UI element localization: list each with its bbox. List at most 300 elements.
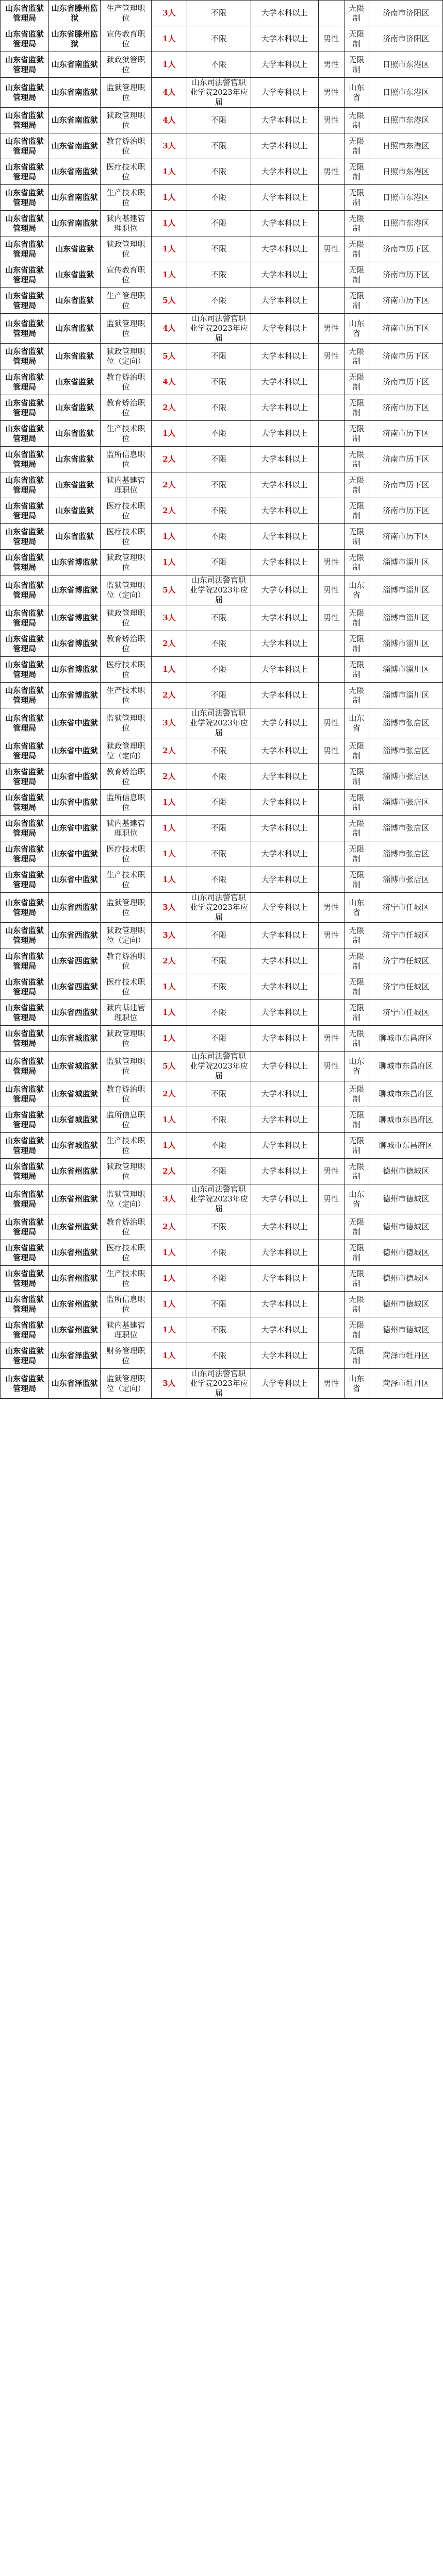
location-cell: 聊城市东昌府区 [369, 1081, 443, 1107]
headcount-cell: 1人 [151, 524, 187, 550]
unit-cell: 山东省监狱管理局 [1, 369, 49, 395]
education-cell: 大学本科以上 [251, 816, 318, 841]
gender-cell: 男性 [318, 1052, 344, 1081]
education-cell: 大学本科以上 [251, 1133, 318, 1159]
department-cell: 山东省泽监狱 [49, 1369, 101, 1399]
unit-cell: 山东省监狱管理局 [1, 133, 49, 159]
education-cell: 大学本科以上 [251, 948, 318, 974]
table-row [1, 1159, 443, 1184]
department-cell: 山东省监狱 [49, 236, 101, 262]
table-row [1, 236, 443, 262]
department-cell: 山东省南监狱 [49, 52, 101, 78]
position-cell: 教育矫治职位 [101, 764, 152, 790]
major-cell: 山东司法警官职业学院2023年应届 [187, 893, 251, 923]
department-cell: 山东省中监狱 [49, 841, 101, 867]
education-cell: 大学本科以上 [251, 841, 318, 867]
location-cell: 济宁市任城区 [369, 948, 443, 974]
gender-cell [318, 1000, 344, 1026]
unit-cell: 山东省监狱管理局 [1, 708, 49, 738]
gender-cell [318, 867, 344, 893]
department-cell: 山东省监狱 [49, 472, 101, 498]
other-requirement-cell: 无限制 [344, 133, 369, 159]
headcount-cell: 1人 [151, 1133, 187, 1159]
education-cell: 大学本科以上 [251, 657, 318, 683]
table-row [1, 867, 443, 893]
gender-cell: 男性 [318, 1369, 344, 1399]
unit-cell: 山东省监狱管理局 [1, 236, 49, 262]
gender-cell: 男性 [318, 923, 344, 948]
unit-cell: 山东省监狱管理局 [1, 1343, 49, 1369]
location-cell: 济南市历下区 [369, 498, 443, 524]
gender-cell [318, 1292, 344, 1317]
unit-cell: 山东省监狱管理局 [1, 447, 49, 472]
position-cell: 监所信息职位 [101, 1107, 152, 1133]
department-cell: 山东省西监狱 [49, 974, 101, 1000]
education-cell: 大学本科以上 [251, 26, 318, 52]
major-cell: 不限 [187, 52, 251, 78]
gender-cell: 男性 [318, 708, 344, 738]
major-cell: 山东司法警官职业学院2023年应届 [187, 575, 251, 605]
gender-cell [318, 133, 344, 159]
location-cell: 济南市历下区 [369, 236, 443, 262]
education-cell: 大学专科以上 [251, 1369, 318, 1399]
major-cell: 不限 [187, 1107, 251, 1133]
headcount-cell: 1人 [151, 841, 187, 867]
department-cell: 山东省泽监狱 [49, 1343, 101, 1369]
gender-cell [318, 262, 344, 288]
headcount-cell: 1人 [151, 1266, 187, 1292]
department-cell: 山东省州监狱 [49, 1214, 101, 1240]
department-cell: 山东省博监狱 [49, 575, 101, 605]
major-cell: 不限 [187, 764, 251, 790]
department-cell: 山东省博监狱 [49, 631, 101, 657]
unit-cell: 山东省监狱管理局 [1, 923, 49, 948]
table-row [1, 108, 443, 133]
location-cell: 淄博市张店区 [369, 738, 443, 764]
table-row [1, 1317, 443, 1343]
table-row [1, 26, 443, 52]
gender-cell: 男性 [318, 26, 344, 52]
education-cell: 大学本科以上 [251, 1214, 318, 1240]
unit-cell: 山东省监狱管理局 [1, 1369, 49, 1399]
gender-cell [318, 1266, 344, 1292]
gender-cell [318, 764, 344, 790]
headcount-cell: 1人 [151, 1107, 187, 1133]
position-cell: 监所信息职位 [101, 790, 152, 816]
unit-cell: 山东省监狱管理局 [1, 1292, 49, 1317]
education-cell: 大学专科以上 [251, 314, 318, 344]
other-requirement-cell: 无限制 [344, 472, 369, 498]
unit-cell: 山东省监狱管理局 [1, 472, 49, 498]
education-cell: 大学专科以上 [251, 893, 318, 923]
education-cell: 大学本科以上 [251, 550, 318, 575]
table-row [1, 133, 443, 159]
position-cell: 狱政狱管职位 [101, 52, 152, 78]
other-requirement-cell: 无限制 [344, 498, 369, 524]
major-cell: 不限 [187, 948, 251, 974]
headcount-cell: 1人 [151, 421, 187, 447]
unit-cell: 山东省监狱管理局 [1, 657, 49, 683]
unit-cell: 山东省监狱管理局 [1, 1081, 49, 1107]
table-row [1, 1107, 443, 1133]
location-cell: 济南市历下区 [369, 421, 443, 447]
education-cell: 大学本科以上 [251, 262, 318, 288]
other-requirement-cell: 无限制 [344, 790, 369, 816]
department-cell: 山东省中监狱 [49, 738, 101, 764]
headcount-cell: 2人 [151, 948, 187, 974]
unit-cell: 山东省监狱管理局 [1, 974, 49, 1000]
education-cell: 大学本科以上 [251, 738, 318, 764]
gender-cell [318, 395, 344, 421]
unit-cell: 山东省监狱管理局 [1, 421, 49, 447]
position-cell: 监狱管理职位 [101, 1052, 152, 1081]
table-row [1, 472, 443, 498]
unit-cell: 山东省监狱管理局 [1, 185, 49, 211]
position-cell: 财务管理职位 [101, 1343, 152, 1369]
education-cell: 大学专科以上 [251, 1052, 318, 1081]
table-row [1, 78, 443, 108]
table-row [1, 974, 443, 1000]
table-row [1, 708, 443, 738]
headcount-cell: 5人 [151, 575, 187, 605]
major-cell: 不限 [187, 344, 251, 369]
other-requirement-cell: 无限制 [344, 1317, 369, 1343]
table-row [1, 1, 443, 26]
major-cell: 不限 [187, 1133, 251, 1159]
gender-cell [318, 974, 344, 1000]
position-cell: 狱政管理职位 [101, 108, 152, 133]
unit-cell: 山东省监狱管理局 [1, 524, 49, 550]
gender-cell: 男性 [318, 605, 344, 631]
department-cell: 山东省监狱 [49, 369, 101, 395]
department-cell: 山东省西监狱 [49, 948, 101, 974]
unit-cell: 山东省监狱管理局 [1, 790, 49, 816]
location-cell: 济宁市任城区 [369, 893, 443, 923]
unit-cell: 山东省监狱管理局 [1, 314, 49, 344]
other-requirement-cell: 无限制 [344, 524, 369, 550]
education-cell: 大学本科以上 [251, 764, 318, 790]
position-cell: 狱政管理职位（定向） [101, 344, 152, 369]
headcount-cell: 1人 [151, 1026, 187, 1052]
education-cell: 大学本科以上 [251, 1159, 318, 1184]
major-cell: 不限 [187, 841, 251, 867]
table-row [1, 498, 443, 524]
department-cell: 山东省城监狱 [49, 1026, 101, 1052]
education-cell: 大学本科以上 [251, 1026, 318, 1052]
major-cell: 不限 [187, 211, 251, 236]
major-cell: 不限 [187, 1214, 251, 1240]
major-cell: 山东司法警官职业学院2023年应届 [187, 314, 251, 344]
headcount-cell: 5人 [151, 288, 187, 314]
position-cell: 生产技术职位 [101, 185, 152, 211]
education-cell: 大学本科以上 [251, 790, 318, 816]
gender-cell [318, 369, 344, 395]
unit-cell: 山东省监狱管理局 [1, 1240, 49, 1266]
education-cell: 大学本科以上 [251, 1292, 318, 1317]
position-cell: 狱内基建管理职位 [101, 1000, 152, 1026]
location-cell: 济南市历下区 [369, 314, 443, 344]
education-cell: 大学本科以上 [251, 524, 318, 550]
gender-cell [318, 948, 344, 974]
headcount-cell: 5人 [151, 1052, 187, 1081]
position-cell: 狱政管理职位 [101, 550, 152, 575]
position-cell: 监狱管理职位 [101, 78, 152, 108]
position-cell: 监狱管理职位 [101, 893, 152, 923]
education-cell: 大学本科以上 [251, 236, 318, 262]
other-requirement-cell: 山东省 [344, 575, 369, 605]
other-requirement-cell: 无限制 [344, 841, 369, 867]
major-cell: 山东司法警官职业学院2023年应届 [187, 1184, 251, 1214]
position-cell: 狱政管理职位 [101, 1026, 152, 1052]
position-cell: 狱内基建管理职位 [101, 1317, 152, 1343]
unit-cell: 山东省监狱管理局 [1, 52, 49, 78]
other-requirement-cell: 无限制 [344, 816, 369, 841]
table-row [1, 395, 443, 421]
location-cell: 德州市德城区 [369, 1292, 443, 1317]
gender-cell [318, 498, 344, 524]
table-row [1, 764, 443, 790]
table-row [1, 1133, 443, 1159]
other-requirement-cell: 无限制 [344, 1240, 369, 1266]
other-requirement-cell: 无限制 [344, 1081, 369, 1107]
education-cell: 大学本科以上 [251, 108, 318, 133]
education-cell: 大学本科以上 [251, 498, 318, 524]
education-cell: 大学本科以上 [251, 288, 318, 314]
table-row [1, 159, 443, 185]
department-cell: 山东省城监狱 [49, 1052, 101, 1081]
department-cell: 山东省州监狱 [49, 1184, 101, 1214]
position-cell: 狱内基建管理职位 [101, 211, 152, 236]
location-cell: 济南市历下区 [369, 472, 443, 498]
headcount-cell: 3人 [151, 708, 187, 738]
headcount-cell: 3人 [151, 605, 187, 631]
table-row [1, 262, 443, 288]
table-row [1, 816, 443, 841]
position-cell: 生产技术职位 [101, 867, 152, 893]
major-cell: 不限 [187, 369, 251, 395]
unit-cell: 山东省监狱管理局 [1, 893, 49, 923]
major-cell: 不限 [187, 498, 251, 524]
position-cell: 狱政管理职位（定向） [101, 923, 152, 948]
table-row [1, 369, 443, 395]
department-cell: 山东省监狱 [49, 395, 101, 421]
table-row [1, 575, 443, 605]
unit-cell: 山东省监狱管理局 [1, 26, 49, 52]
unit-cell: 山东省监狱管理局 [1, 605, 49, 631]
other-requirement-cell: 无限制 [344, 159, 369, 185]
table-row [1, 550, 443, 575]
gender-cell: 男性 [318, 344, 344, 369]
table-row [1, 185, 443, 211]
headcount-cell: 1人 [151, 262, 187, 288]
education-cell: 大学本科以上 [251, 1, 318, 26]
location-cell: 德州市德城区 [369, 1240, 443, 1266]
location-cell: 淄博市淄川区 [369, 657, 443, 683]
location-cell: 日照市东港区 [369, 133, 443, 159]
table-row [1, 314, 443, 344]
location-cell: 淄博市张店区 [369, 841, 443, 867]
department-cell: 山东省监狱 [49, 498, 101, 524]
unit-cell: 山东省监狱管理局 [1, 841, 49, 867]
major-cell: 不限 [187, 657, 251, 683]
gender-cell: 男性 [318, 1184, 344, 1214]
headcount-cell: 3人 [151, 923, 187, 948]
position-cell: 狱内基建管理职位 [101, 472, 152, 498]
department-cell: 山东省州监狱 [49, 1159, 101, 1184]
headcount-cell: 1人 [151, 236, 187, 262]
table-row [1, 1266, 443, 1292]
location-cell: 德州市德城区 [369, 1214, 443, 1240]
gender-cell: 男性 [318, 893, 344, 923]
location-cell: 德州市德城区 [369, 1266, 443, 1292]
location-cell: 淄博市张店区 [369, 708, 443, 738]
headcount-cell: 2人 [151, 764, 187, 790]
major-cell: 不限 [187, 1159, 251, 1184]
position-cell: 医疗技术职位 [101, 1240, 152, 1266]
education-cell: 大学本科以上 [251, 605, 318, 631]
gender-cell [318, 211, 344, 236]
position-cell: 医疗技术职位 [101, 159, 152, 185]
gender-cell: 男性 [318, 1026, 344, 1052]
major-cell: 不限 [187, 738, 251, 764]
headcount-cell: 1人 [151, 867, 187, 893]
major-cell: 不限 [187, 683, 251, 708]
other-requirement-cell: 无限制 [344, 631, 369, 657]
education-cell: 大学本科以上 [251, 369, 318, 395]
headcount-cell: 1人 [151, 657, 187, 683]
table-row [1, 657, 443, 683]
gender-cell [318, 185, 344, 211]
education-cell: 大学本科以上 [251, 159, 318, 185]
department-cell: 山东省滕州监狱 [49, 26, 101, 52]
gender-cell: 男性 [318, 108, 344, 133]
unit-cell: 山东省监狱管理局 [1, 764, 49, 790]
unit-cell: 山东省监狱管理局 [1, 1266, 49, 1292]
other-requirement-cell: 无限制 [344, 1026, 369, 1052]
location-cell: 聊城市东昌府区 [369, 1133, 443, 1159]
education-cell: 大学本科以上 [251, 472, 318, 498]
department-cell: 山东省南监狱 [49, 159, 101, 185]
position-cell: 教育矫治职位 [101, 631, 152, 657]
unit-cell: 山东省监狱管理局 [1, 211, 49, 236]
headcount-cell: 2人 [151, 498, 187, 524]
position-cell: 生产技术职位 [101, 1266, 152, 1292]
position-cell: 狱内基建管理职位 [101, 816, 152, 841]
education-cell: 大学本科以上 [251, 683, 318, 708]
location-cell: 德州市德城区 [369, 1317, 443, 1343]
headcount-cell: 1人 [151, 550, 187, 575]
position-cell: 生产管理职位 [101, 1, 152, 26]
department-cell: 山东省南监狱 [49, 108, 101, 133]
table-row [1, 948, 443, 974]
education-cell: 大学本科以上 [251, 1107, 318, 1133]
location-cell: 济南市历下区 [369, 369, 443, 395]
other-requirement-cell: 山东省 [344, 1369, 369, 1399]
education-cell: 大学本科以上 [251, 185, 318, 211]
location-cell: 济南市历下区 [369, 288, 443, 314]
other-requirement-cell: 无限制 [344, 657, 369, 683]
department-cell: 山东省中监狱 [49, 790, 101, 816]
gender-cell [318, 1133, 344, 1159]
major-cell: 不限 [187, 421, 251, 447]
gender-cell: 男性 [318, 314, 344, 344]
major-cell: 不限 [187, 1317, 251, 1343]
gender-cell [318, 790, 344, 816]
location-cell: 聊城市东昌府区 [369, 1107, 443, 1133]
unit-cell: 山东省监狱管理局 [1, 867, 49, 893]
other-requirement-cell: 无限制 [344, 236, 369, 262]
major-cell: 不限 [187, 447, 251, 472]
location-cell: 淄博市淄川区 [369, 631, 443, 657]
location-cell: 济南市历下区 [369, 447, 443, 472]
gender-cell [318, 631, 344, 657]
location-cell: 淄博市张店区 [369, 867, 443, 893]
education-cell: 大学本科以上 [251, 1081, 318, 1107]
unit-cell: 山东省监狱管理局 [1, 550, 49, 575]
position-cell: 监狱管理职位（定向） [101, 575, 152, 605]
position-cell: 医疗技术职位 [101, 498, 152, 524]
gender-cell [318, 1240, 344, 1266]
gender-cell: 男性 [318, 550, 344, 575]
unit-cell: 山东省监狱管理局 [1, 395, 49, 421]
education-cell: 大学本科以上 [251, 211, 318, 236]
location-cell: 济南市历下区 [369, 524, 443, 550]
table-row [1, 1000, 443, 1026]
gender-cell: 男性 [318, 236, 344, 262]
gender-cell: 男性 [318, 575, 344, 605]
department-cell: 山东省监狱 [49, 447, 101, 472]
gender-cell [318, 447, 344, 472]
department-cell: 山东省监狱 [49, 314, 101, 344]
other-requirement-cell: 无限制 [344, 447, 369, 472]
location-cell: 日照市东港区 [369, 52, 443, 78]
headcount-cell: 3人 [151, 1369, 187, 1399]
department-cell: 山东省州监狱 [49, 1240, 101, 1266]
location-cell: 淄博市淄川区 [369, 550, 443, 575]
headcount-cell: 3人 [151, 1184, 187, 1214]
position-cell: 狱政管理职位（定向） [101, 738, 152, 764]
headcount-cell: 2人 [151, 683, 187, 708]
major-cell: 不限 [187, 236, 251, 262]
other-requirement-cell: 山东省 [344, 1184, 369, 1214]
table-row [1, 631, 443, 657]
headcount-cell: 4人 [151, 108, 187, 133]
other-requirement-cell: 无限制 [344, 1133, 369, 1159]
education-cell: 大学本科以上 [251, 52, 318, 78]
major-cell: 不限 [187, 1266, 251, 1292]
major-cell: 不限 [187, 816, 251, 841]
department-cell: 山东省中监狱 [49, 867, 101, 893]
gender-cell [318, 1, 344, 26]
headcount-cell: 1人 [151, 211, 187, 236]
headcount-cell: 2人 [151, 395, 187, 421]
unit-cell: 山东省监狱管理局 [1, 575, 49, 605]
education-cell: 大学本科以上 [251, 447, 318, 472]
gender-cell [318, 1081, 344, 1107]
gender-cell: 男性 [318, 159, 344, 185]
other-requirement-cell: 无限制 [344, 923, 369, 948]
education-cell: 大学专科以上 [251, 708, 318, 738]
unit-cell: 山东省监狱管理局 [1, 78, 49, 108]
gender-cell [318, 1214, 344, 1240]
headcount-cell: 1人 [151, 1317, 187, 1343]
major-cell: 不限 [187, 1292, 251, 1317]
major-cell: 山东司法警官职业学院2023年应届 [187, 708, 251, 738]
major-cell: 不限 [187, 790, 251, 816]
gender-cell [318, 524, 344, 550]
table-row [1, 841, 443, 867]
headcount-cell: 1人 [151, 185, 187, 211]
